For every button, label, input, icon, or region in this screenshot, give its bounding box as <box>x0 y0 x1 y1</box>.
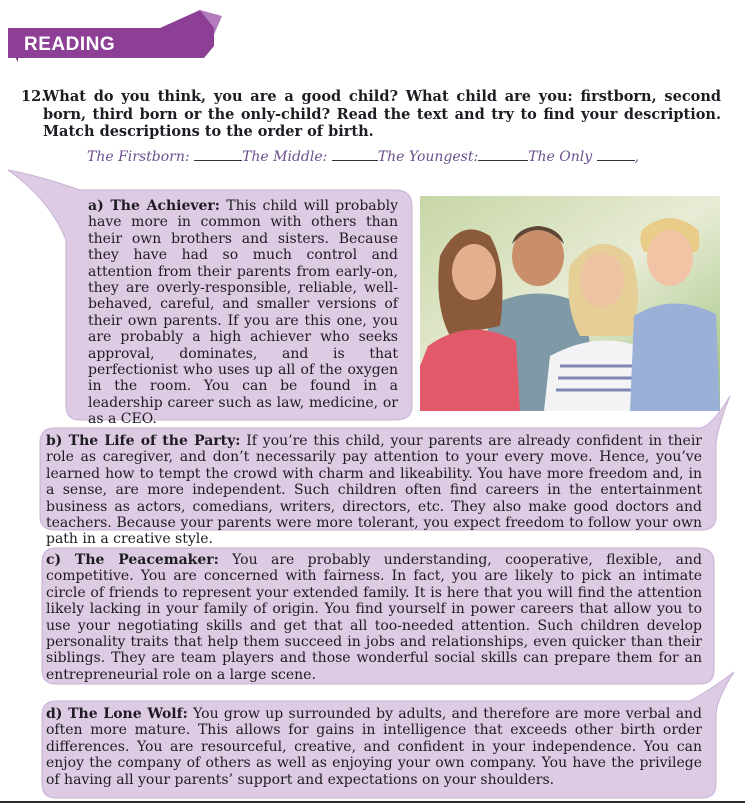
task-text: What do you think, you are a good child? What child are you: firstborn, second born, third born or the only-child? Read the text and try to find your description. Match descriptions to the order of birth. <box>43 88 721 140</box>
task-number: 12. <box>21 88 47 105</box>
middle-label: The Middle: <box>242 149 328 165</box>
paragraph-c-text: You are probably understanding, cooperative, flexible, and competitive. You are concerned with fairness. In fact, you are likely to pick an intimate circle of friends to represent your extended family. It is here that you will find the attention likely lacking in your family of origin. You find yourself in power careers that allow you to use your negotiating skills and get that all too-needed attention. Such children develop personality traits that help them succeed in jobs and relationships, even quicker than their siblings. They are team players and those wonderful social skills can prepare them for an entrepreneurial role on a large scene. <box>46 552 703 683</box>
paragraph-d-title: d) The Lone Wolf: <box>46 706 188 722</box>
firstborn-label: The Firstborn: <box>87 149 190 165</box>
paragraph-b-title: b) The Life of the Party: <box>46 433 241 449</box>
paragraph-c <box>46 552 702 683</box>
section-title: READING <box>24 34 116 55</box>
paragraph-d-text: You grow up surrounded by adults, and therefore are more verbal and often more mature. This allows for gains in intelligence that exceeds other birth order differences. You are resourceful, creative, and confident in your independence. You can enjoy the company of others as well as enjoying your own company. You have the privilege of having all your parents’ support and expectations on your shoulders. <box>46 706 703 788</box>
paragraph-a <box>88 198 398 428</box>
youngest-label: The Youngest: <box>377 149 479 165</box>
only-label: The Only <box>528 149 593 165</box>
paragraph-a-text: This child will probably have more in common with others than their own brothers and sisters. Because they have had so much control and attention from their parents from early-on, they are overly-responsible, reliable, well-behaved, careful, and smaller versions of their own parents. If you are this one, you are probably a high achiever who seeks approval, dominates, and is that perfectionist who uses up all of the oxygen in the room. You can be found in a leadership career such as law, medicine, or as a CEO. <box>88 198 399 428</box>
paragraph-d <box>46 706 702 788</box>
paragraph-b-text: If you’re this child, your parents are already confident in their role as caregiver, and don’t necessarily pay attention to your every move. Hence, you’ve learned how to tempt the crowd with charm and likeability. You have more freedom and, in a sense, are more independent. Such children often find careers in the entertainment business as actors, comedians, writers, directors, etc. They also make good doctors and teachers. Because your parents were more tolerant, you expect freedom to follow your own path in a creative style. <box>46 433 702 548</box>
line-end-comma: , <box>634 149 640 165</box>
paragraph-a-title: a) The Achiever: <box>88 198 220 214</box>
family-photo <box>420 196 720 411</box>
page-bottom-rule <box>0 801 745 803</box>
paragraph-b <box>46 433 702 548</box>
paragraph-c-title: c) The Peacemaker: <box>46 552 219 568</box>
